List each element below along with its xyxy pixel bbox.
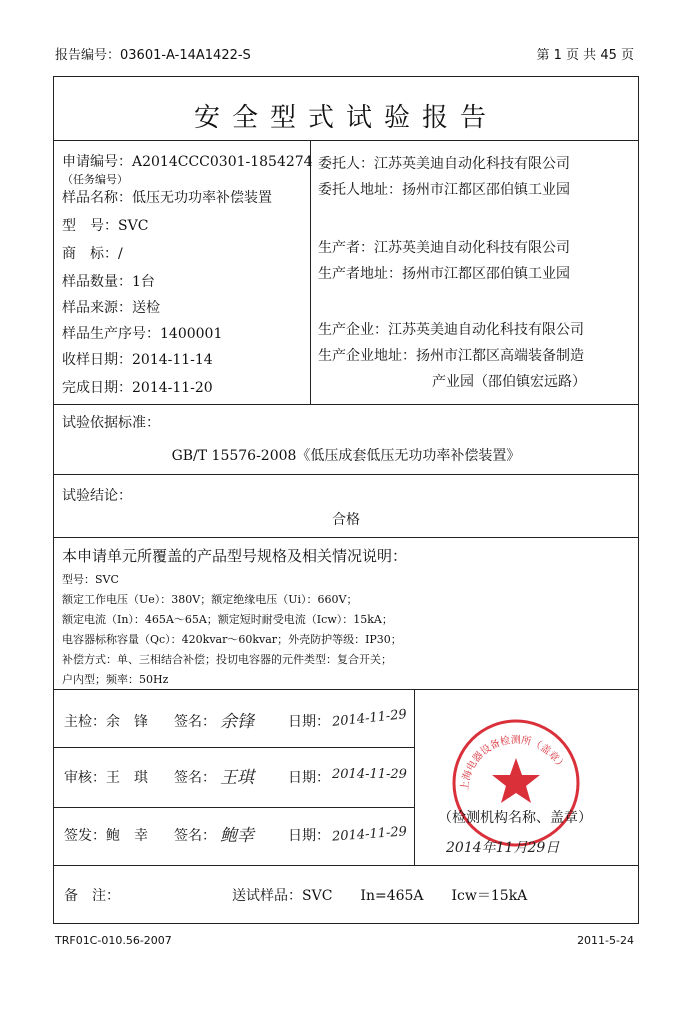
divider	[54, 474, 638, 475]
divider	[54, 807, 414, 808]
sign-label: 签名：	[174, 828, 216, 844]
factory-address-line1: 生产企业地址：扬州市江都区高端装备制造	[318, 348, 584, 364]
inspector-date: 2014-11-29	[331, 707, 408, 730]
form-code: TRF01C-010.56-2007	[55, 934, 172, 947]
received-date: 收样日期：2014-11-14	[62, 352, 213, 368]
date-label: 日期：	[288, 828, 330, 844]
manufacturer: 生产者：江苏英美迪自动化科技有限公司	[318, 240, 570, 256]
conclusion-label: 试验结论：	[62, 488, 132, 504]
divider	[54, 140, 638, 141]
sample-source: 样品来源：送检	[62, 300, 160, 316]
stamp-caption: （检测机构名称、盖章）	[438, 810, 592, 826]
divider	[54, 537, 638, 538]
divider	[54, 404, 638, 405]
stamp-date: 2014年11月29日	[446, 840, 560, 856]
reviewer: 审核：王 琪	[64, 770, 148, 786]
date-label: 日期：	[288, 770, 330, 786]
sign-label: 签名：	[174, 770, 216, 786]
application-number: 申请编号：A2014CCC0301-1854274	[62, 154, 313, 170]
report-number: 报告编号：03601-A-14A1422-S	[55, 48, 251, 63]
official-stamp	[446, 713, 586, 853]
factory: 生产企业：江苏英美迪自动化科技有限公司	[318, 322, 584, 338]
factory-address-line2: 产业园（邵伯镇宏远路）	[432, 374, 586, 390]
divider	[54, 689, 638, 690]
completed-date: 完成日期：2014-11-20	[62, 380, 213, 396]
sample-serial: 样品生产序号：1400001	[62, 326, 223, 342]
footer-date: 2011-5-24	[577, 934, 634, 947]
standard-value: GB/T 15576-2008《低压成套低压无功功率补偿装置》	[171, 448, 521, 464]
divider	[414, 689, 415, 865]
approver-date: 2014-11-29	[331, 824, 408, 845]
description-line: 电容器标称容量（Qc）：420kvar～60kvar；外壳防护等级：IP30；	[62, 633, 402, 646]
reviewer-signature: 王琪	[220, 768, 254, 788]
approver: 签发：鲍 幸	[64, 828, 148, 844]
inspector-signature: 余锋	[220, 712, 254, 732]
date-label: 日期：	[288, 714, 330, 730]
approver-signature: 鲍幸	[220, 826, 254, 846]
task-number-note: （任务编号）	[62, 173, 128, 186]
divider	[54, 747, 414, 748]
divider	[54, 865, 638, 866]
report-title: 安全型式试验报告	[193, 103, 498, 133]
remarks-value: 送试样品：SVC In=465A Icw＝15kA	[232, 888, 528, 904]
divider	[310, 140, 311, 404]
trademark: 商 标：/	[62, 246, 123, 262]
description-line: 额定工作电压（Ue）：380V；额定绝缘电压（Ui）：660V；	[62, 593, 358, 606]
remarks-label: 备 注：	[64, 888, 120, 904]
sample-quantity: 样品数量：1台	[62, 274, 155, 290]
conclusion-value: 合格	[332, 512, 360, 528]
description-line: 户内型；频率：50Hz	[62, 673, 169, 686]
star-icon	[492, 758, 540, 803]
description-line: 补偿方式：单、三相结合补偿；投切电容器的元件类型：复合开关；	[62, 653, 392, 666]
reviewer-date: 2014-11-29	[332, 767, 407, 782]
report-form	[53, 76, 639, 924]
stamp-text: 上海电器设备检测所（盖章）	[459, 734, 567, 792]
standard-label: 试验依据标准：	[62, 415, 160, 431]
model: 型 号：SVC	[62, 218, 149, 234]
inspector: 主检：余 锋	[64, 714, 148, 730]
sample-name: 样品名称：低压无功功率补偿装置	[62, 190, 272, 206]
client-address: 委托人地址：扬州市江都区邵伯镇工业园	[318, 182, 570, 198]
sign-label: 签名：	[174, 714, 216, 730]
description-line: 型号：SVC	[62, 573, 119, 586]
client: 委托人：江苏英美迪自动化科技有限公司	[318, 156, 570, 172]
manufacturer-address: 生产者地址：扬州市江都区邵伯镇工业园	[318, 266, 570, 282]
description-line: 额定电流（In）：465A～65A；额定短时耐受电流（Icw）：15kA；	[62, 613, 393, 626]
page-info: 第 1 页 共 45 页	[536, 48, 634, 63]
description-heading: 本申请单元所覆盖的产品型号规格及相关情况说明：	[62, 547, 408, 565]
